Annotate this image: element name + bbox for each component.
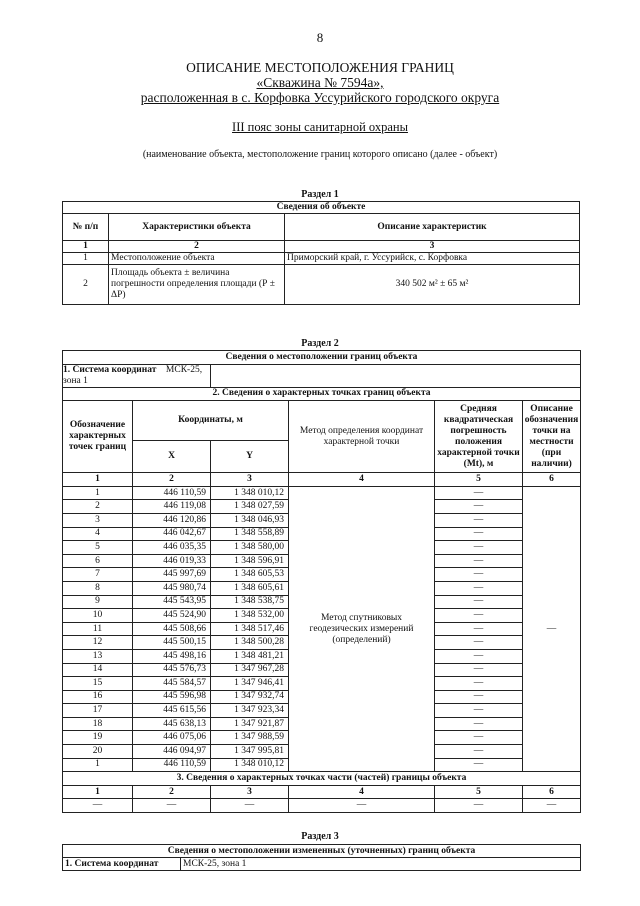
point-id: 17 [63, 704, 133, 718]
point-x: 445 498,16 [133, 649, 211, 663]
index-cell: 2 [133, 473, 211, 487]
point-x: 446 120,86 [133, 513, 211, 527]
parts-cell: — [435, 799, 523, 813]
index-cell: 4 [289, 473, 435, 487]
accuracy-cell: — [435, 690, 523, 704]
point-id: 10 [63, 609, 133, 623]
accuracy-cell: — [435, 568, 523, 582]
section1-table [62, 201, 580, 305]
coord-system-label: 1. Система координат МСК-25, зона 1 [63, 364, 211, 387]
point-id: 4 [63, 527, 133, 541]
accuracy-cell: — [435, 745, 523, 759]
index-cell: 2 [133, 785, 211, 799]
point-id: 9 [63, 595, 133, 609]
parts-cell: — [63, 799, 133, 813]
marking-header: Описание обозначения точки на местности (при наличии) [523, 401, 581, 473]
accuracy-header: Средняя квадратическая погрешность положения характерной точки (Mt), м [435, 401, 523, 473]
row-num: 2 [63, 265, 109, 305]
accuracy-cell: — [435, 595, 523, 609]
point-id: 20 [63, 745, 133, 759]
table-row [63, 253, 580, 265]
point-id: 16 [63, 690, 133, 704]
point-x: 445 615,56 [133, 704, 211, 718]
parts-cell: — [133, 799, 211, 813]
coord-system-value: МСК-25, зона 1 [63, 364, 203, 386]
index-cell: 5 [435, 785, 523, 799]
coordinates-header: Координаты, м [133, 401, 289, 441]
index-cell: 1 [63, 473, 133, 487]
point-id: 6 [63, 554, 133, 568]
section1-title: Сведения об объекте [63, 202, 580, 214]
point-y: 1 348 580,00 [211, 541, 289, 555]
marking-cell: — [523, 486, 581, 771]
page-number: 8 [316, 30, 324, 45]
point-y: 1 348 481,21 [211, 649, 289, 663]
row-name: Местоположение объекта [109, 253, 285, 265]
col-desc-header: Описание характеристик [285, 214, 580, 241]
point-x: 446 110,59 [133, 486, 211, 500]
method-cell: Метод спутниковых геодезических измерений (определений) [289, 486, 435, 771]
section3-table [62, 844, 581, 871]
point-y: 1 348 010,12 [211, 486, 289, 500]
parts-cell: — [289, 799, 435, 813]
point-x: 446 019,33 [133, 554, 211, 568]
point-x: 446 035,35 [133, 541, 211, 555]
point-y: 1 347 988,59 [211, 731, 289, 745]
section1-label: Раздел 1 [301, 189, 339, 200]
object-name: «Скважина № 7594а», [256, 75, 384, 90]
accuracy-cell: — [435, 663, 523, 677]
point-x: 445 997,69 [133, 568, 211, 582]
point-x: 445 596,98 [133, 690, 211, 704]
point-x: 445 638,13 [133, 717, 211, 731]
col-char-header: Характеристики объекта [109, 214, 285, 241]
parts-cell: — [211, 799, 289, 813]
y-header: Y [211, 441, 289, 473]
point-id: 7 [63, 568, 133, 582]
x-header: X [133, 441, 211, 473]
accuracy-cell: — [435, 636, 523, 650]
point-y: 1 348 605,53 [211, 568, 289, 582]
index-cell: 3 [211, 473, 289, 487]
point-x: 445 980,74 [133, 581, 211, 595]
point-id: 2 [63, 500, 133, 514]
coord-system-label: 1. Система координат [63, 858, 181, 871]
table-row [63, 486, 581, 500]
accuracy-cell: — [435, 622, 523, 636]
point-y: 1 347 921,87 [211, 717, 289, 731]
point-y: 1 348 532,00 [211, 609, 289, 623]
accuracy-cell: — [435, 609, 523, 623]
point-id: 19 [63, 731, 133, 745]
point-id: 11 [63, 622, 133, 636]
row-num: 1 [63, 253, 109, 265]
object-location: расположенная в с. Корфовка Уссурийского городского округа [140, 90, 500, 105]
document-header [0, 60, 640, 105]
section2-label: Раздел 2 [301, 338, 339, 349]
accuracy-cell: — [435, 581, 523, 595]
point-y: 1 347 967,28 [211, 663, 289, 677]
point-x: 446 094,97 [133, 745, 211, 759]
index-cell: 3 [211, 785, 289, 799]
section2-table [62, 350, 581, 813]
table-row [63, 265, 580, 305]
point-id: 13 [63, 649, 133, 663]
row-value: 340 502 м² ± 65 м² [285, 265, 580, 305]
point-y: 1 348 605,61 [211, 581, 289, 595]
point-y: 1 347 923,34 [211, 704, 289, 718]
point-y: 1 347 932,74 [211, 690, 289, 704]
accuracy-cell: — [435, 527, 523, 541]
point-x: 446 042,67 [133, 527, 211, 541]
point-x: 445 524,90 [133, 609, 211, 623]
point-x: 445 584,57 [133, 677, 211, 691]
parts-row [63, 799, 581, 813]
parts-cell: — [523, 799, 581, 813]
index-cell: 6 [523, 785, 581, 799]
index-cell: 5 [435, 473, 523, 487]
point-y: 1 347 946,41 [211, 677, 289, 691]
object-description-note: (наименование объекта, местоположение границ которого описано (далее - объект) [142, 149, 498, 160]
point-id: 14 [63, 663, 133, 677]
accuracy-cell: — [435, 704, 523, 718]
point-designation-header: Обозначение характерных точек границ [63, 401, 133, 473]
doc-title: ОПИСАНИЕ МЕСТОПОЛОЖЕНИЯ ГРАНИЦ [186, 60, 454, 75]
point-x: 445 500,15 [133, 636, 211, 650]
point-id: 1 [63, 758, 133, 772]
point-y: 1 348 558,89 [211, 527, 289, 541]
index-cell: 6 [523, 473, 581, 487]
index-cell: 2 [109, 241, 285, 253]
point-x: 446 075,06 [133, 731, 211, 745]
point-id: 18 [63, 717, 133, 731]
row-name: Площадь объекта ± величина погрешности определения площади (Р ± ΔР) [109, 265, 285, 305]
point-x: 446 119,08 [133, 500, 211, 514]
point-x: 445 508,66 [133, 622, 211, 636]
accuracy-cell: — [435, 731, 523, 745]
section3-label: Раздел 3 [301, 831, 339, 842]
row-value: Приморский край, г. Уссурийск, с. Корфовка [285, 253, 580, 265]
point-x: 445 576,73 [133, 663, 211, 677]
section3-title: Сведения о местоположении измененных (уточненных) границ объекта [63, 845, 581, 858]
index-cell: 4 [289, 785, 435, 799]
accuracy-cell: — [435, 486, 523, 500]
point-x: 446 110,59 [133, 758, 211, 772]
point-y: 1 348 046,93 [211, 513, 289, 527]
point-y: 1 347 995,81 [211, 745, 289, 759]
accuracy-cell: — [435, 541, 523, 555]
point-y: 1 348 010,12 [211, 758, 289, 772]
index-cell: 1 [63, 785, 133, 799]
accuracy-cell: — [435, 554, 523, 568]
accuracy-cell: — [435, 717, 523, 731]
point-y: 1 348 596,91 [211, 554, 289, 568]
index-cell: 1 [63, 241, 109, 253]
point-id: 5 [63, 541, 133, 555]
point-y: 1 348 517,46 [211, 622, 289, 636]
accuracy-cell: — [435, 513, 523, 527]
point-id: 15 [63, 677, 133, 691]
method-header: Метод определения координат характерной точки [289, 401, 435, 473]
point-id: 1 [63, 486, 133, 500]
point-id: 8 [63, 581, 133, 595]
accuracy-cell: — [435, 758, 523, 772]
accuracy-cell: — [435, 500, 523, 514]
point-id: 12 [63, 636, 133, 650]
zone-title: III пояс зоны санитарной охраны [232, 120, 408, 134]
point-y: 1 348 500,28 [211, 636, 289, 650]
subsection3-title: 3. Сведения о характерных точках части (частей) границы объекта [63, 772, 581, 786]
section2-title: Сведения о местоположении границ объекта [63, 351, 581, 365]
accuracy-cell: — [435, 649, 523, 663]
point-x: 445 543,95 [133, 595, 211, 609]
col-num-header: № п/п [63, 214, 109, 241]
point-y: 1 348 027,59 [211, 500, 289, 514]
point-id: 3 [63, 513, 133, 527]
point-y: 1 348 538,75 [211, 595, 289, 609]
accuracy-cell: — [435, 677, 523, 691]
coord-system-value: МСК-25, зона 1 [181, 858, 581, 871]
index-cell: 3 [285, 241, 580, 253]
subsection2-title: 2. Сведения о характерных точках границ объекта [63, 387, 581, 401]
